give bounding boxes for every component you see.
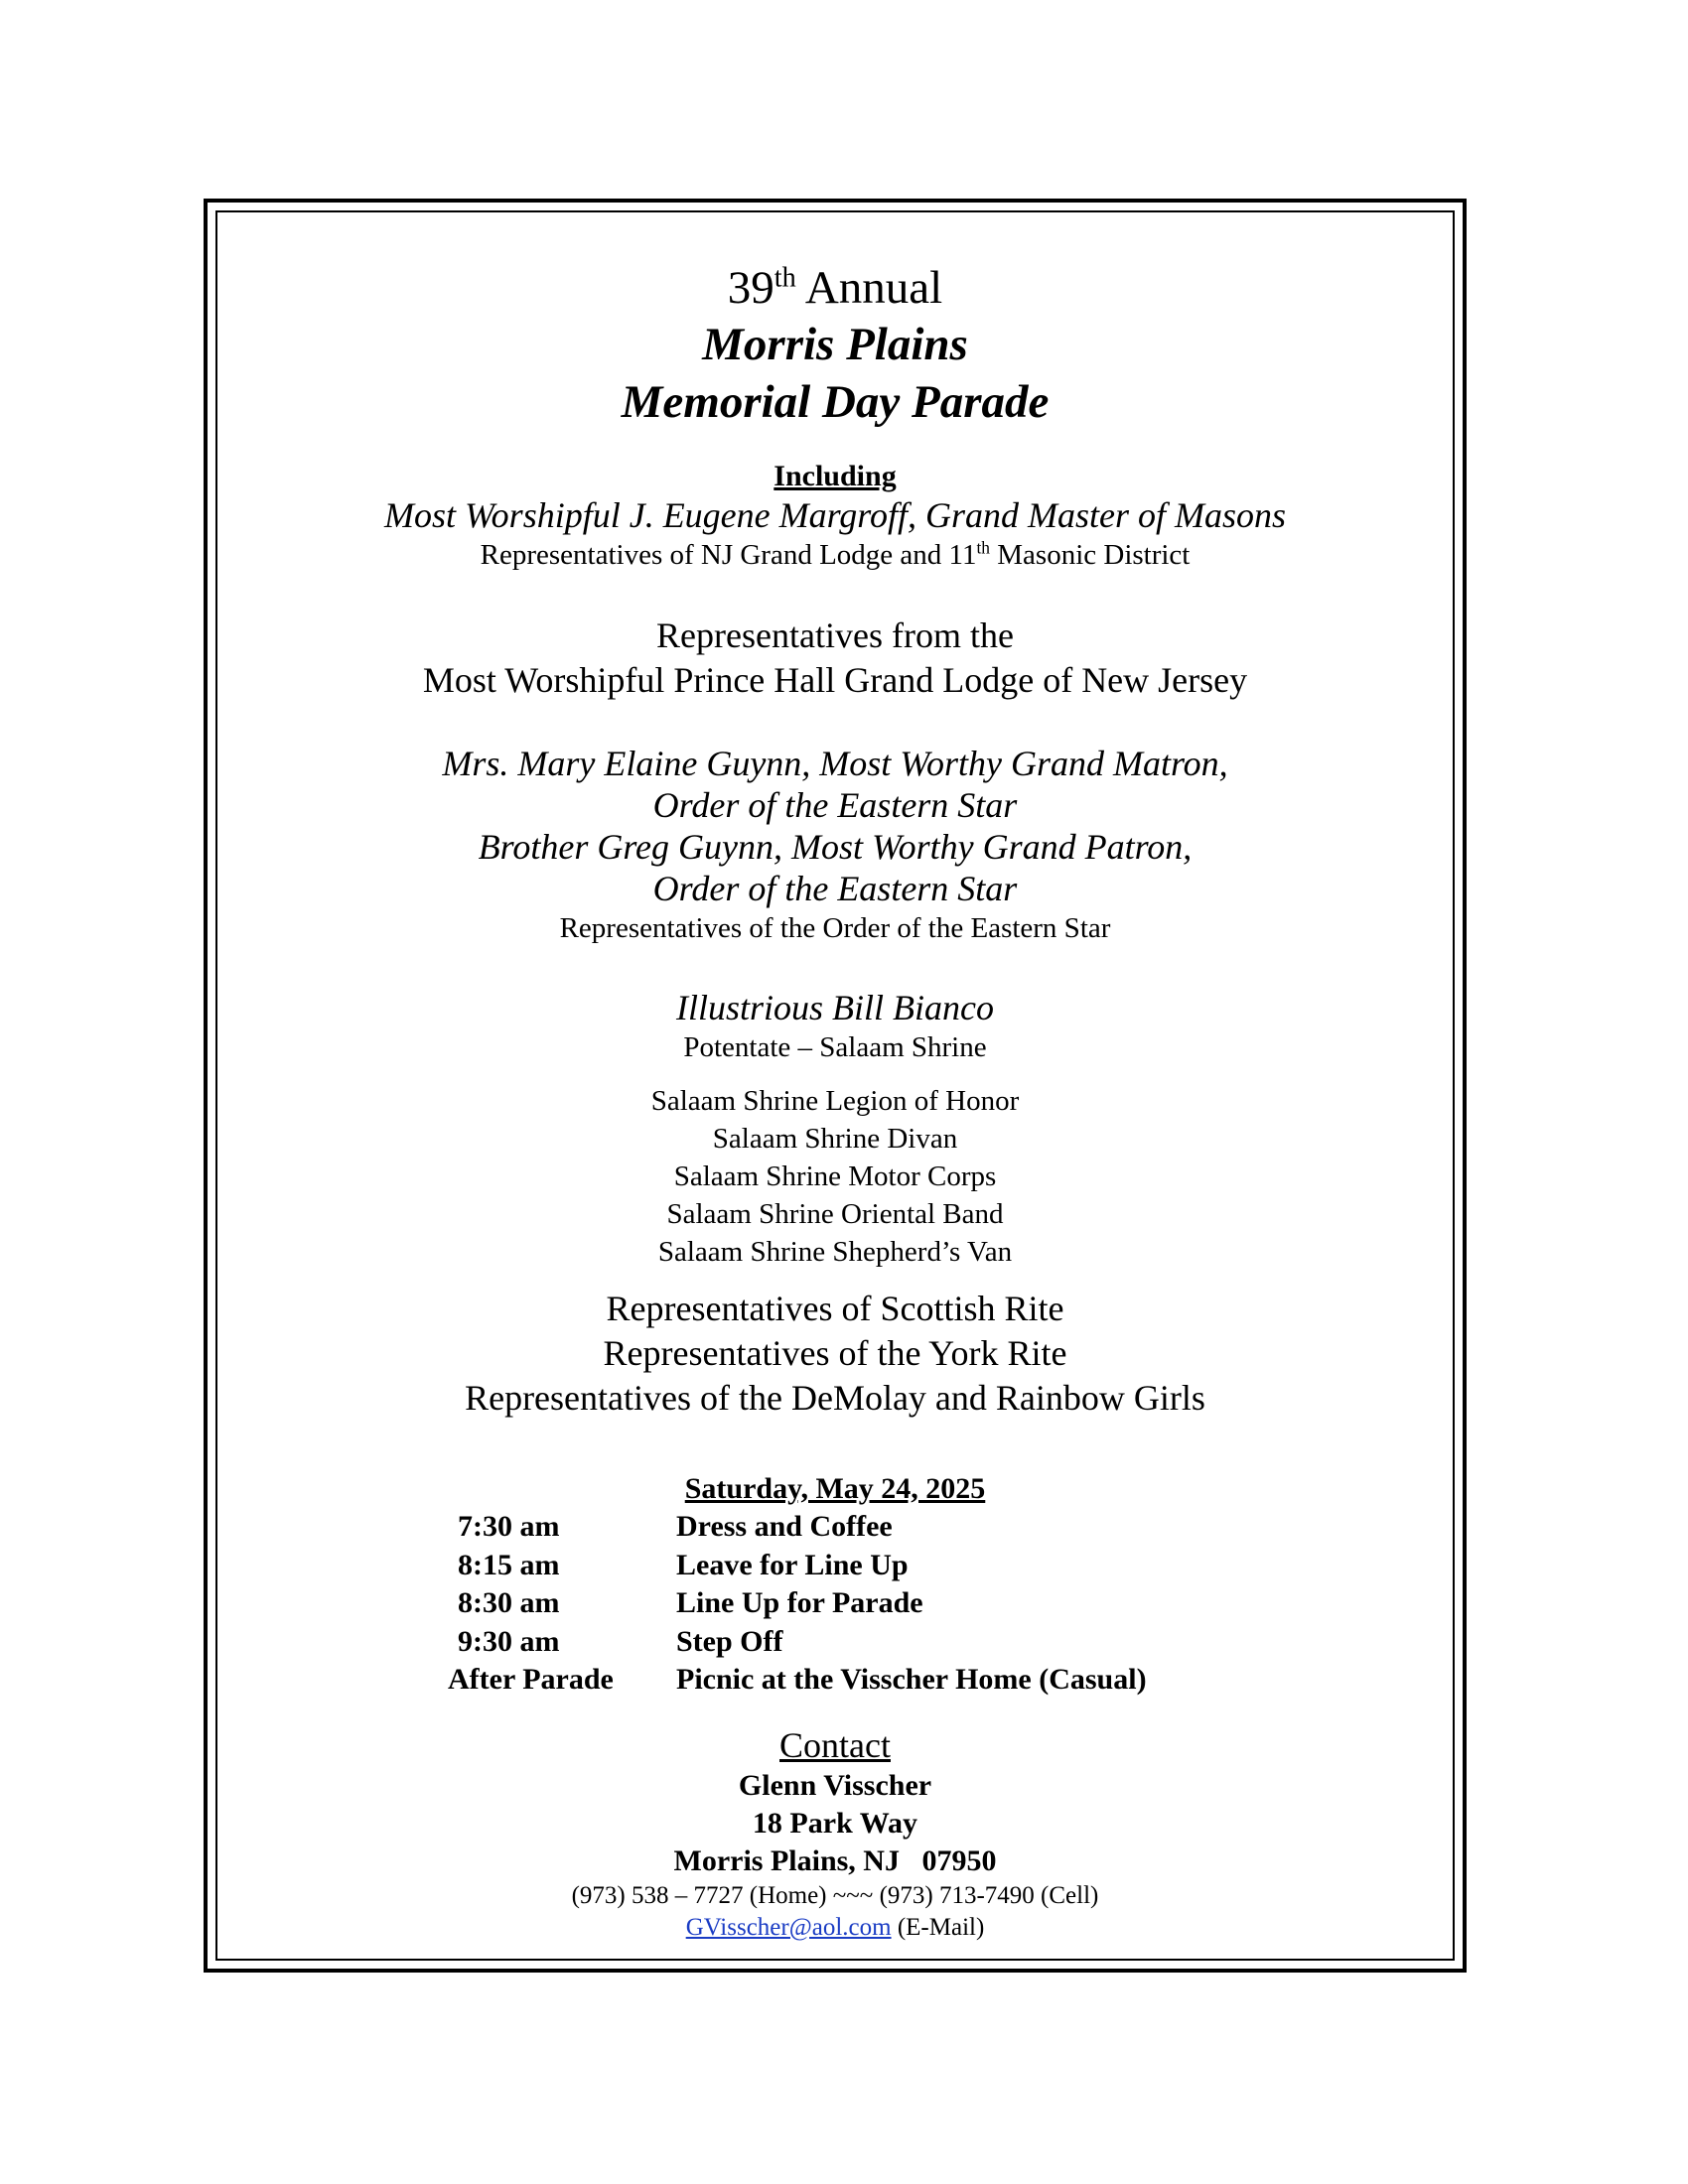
potentate-name: Illustrious Bill Bianco: [676, 988, 994, 1027]
table-row: [458, 1623, 1212, 1662]
contact-heading: Contact: [779, 1724, 891, 1765]
shrine-units-list: [217, 1082, 1453, 1271]
schedule-event: Dress and Coffee: [676, 1510, 893, 1543]
schedule-table: [448, 1508, 1212, 1700]
annual-ordinal: th: [774, 262, 796, 294]
annual-number: 39: [727, 262, 774, 314]
list-item: Salaam Shrine Oriental Band: [666, 1198, 1004, 1230]
contact-name: Glenn Visscher: [738, 1768, 932, 1802]
table-row: [458, 1508, 1212, 1547]
page-border: [204, 199, 1467, 1973]
schedule-time: 7:30 am: [458, 1510, 560, 1543]
table-row: [458, 1547, 1212, 1585]
grand-patron-line: Brother Greg Guynn, Most Worthy Grand Patron,: [478, 827, 1193, 867]
schedule-date: Saturday, May 24, 2025: [684, 1472, 986, 1505]
list-item: Representatives of the York Rite: [603, 1333, 1067, 1373]
list-item: Salaam Shrine Motor Corps: [673, 1160, 997, 1192]
title-line-1: Morris Plains: [702, 319, 968, 370]
contact-street: 18 Park Way: [752, 1806, 918, 1840]
contact-email-line: [217, 1912, 1453, 1944]
table-row: [458, 1584, 1212, 1623]
flyer-content: [217, 260, 1453, 1944]
reps-text: Representatives of NJ Grand Lodge and 11: [480, 539, 977, 571]
email-link[interactable]: GVisscher@aol.com: [685, 1913, 892, 1941]
schedule-time: 8:15 am: [458, 1548, 560, 1581]
schedule-event: Line Up for Parade: [676, 1586, 923, 1619]
contact-phones: (973) 538 – 7727 (Home) ~~~ (973) 713-7490 (Cell): [571, 1881, 1099, 1909]
grand-master-line: Most Worshipful J. Eugene Margroff, Grand Master of Masons: [384, 495, 1286, 535]
annual-heading: [217, 260, 1453, 316]
email-suffix: (E-Mail): [891, 1913, 985, 1941]
grand-matron-line: Mrs. Mary Elaine Guynn, Most Worthy Grand Matron,: [442, 744, 1228, 783]
including-label: Including: [774, 460, 897, 492]
list-item: Salaam Shrine Legion of Honor: [650, 1085, 1020, 1117]
potentate-title: Potentate – Salaam Shrine: [683, 1031, 987, 1063]
table-row: [448, 1661, 1212, 1700]
eastern-star-line-2: Order of the Eastern Star: [652, 869, 1018, 908]
schedule-event: Picnic at the Visscher Home (Casual): [676, 1663, 1147, 1696]
list-item: Salaam Shrine Shepherd’s Van: [657, 1236, 1013, 1268]
title-line-2: Memorial Day Parade: [621, 376, 1050, 428]
schedule-time: 9:30 am: [458, 1624, 560, 1658]
list-item: Representatives of Scottish Rite: [606, 1289, 1064, 1328]
prince-hall-line-1: Representatives from the: [656, 615, 1014, 655]
list-item: Representatives of the DeMolay and Rainbow Girls: [465, 1378, 1205, 1418]
eastern-star-reps: Representatives of the Order of the Eastern Star: [559, 912, 1111, 944]
schedule-event: Leave for Line Up: [676, 1548, 909, 1581]
annual-word: Annual: [795, 262, 943, 314]
schedule-event: Step Off: [676, 1624, 783, 1658]
prince-hall-line-2: Most Worshipful Prince Hall Grand Lodge of New Jersey: [422, 660, 1248, 700]
list-item: Salaam Shrine Divan: [712, 1123, 958, 1155]
eastern-star-line-1: Order of the Eastern Star: [652, 785, 1018, 825]
schedule-time: After Parade: [448, 1663, 614, 1696]
contact-city: Morris Plains, NJ 07950: [673, 1843, 997, 1877]
reps-ordinal: th: [976, 537, 990, 558]
inner-border: [215, 210, 1455, 1961]
nj-grand-lodge-line: [217, 536, 1453, 574]
rites-list: [217, 1287, 1453, 1421]
schedule-time: 8:30 am: [458, 1586, 560, 1619]
reps-text-end: Masonic District: [990, 539, 1191, 571]
